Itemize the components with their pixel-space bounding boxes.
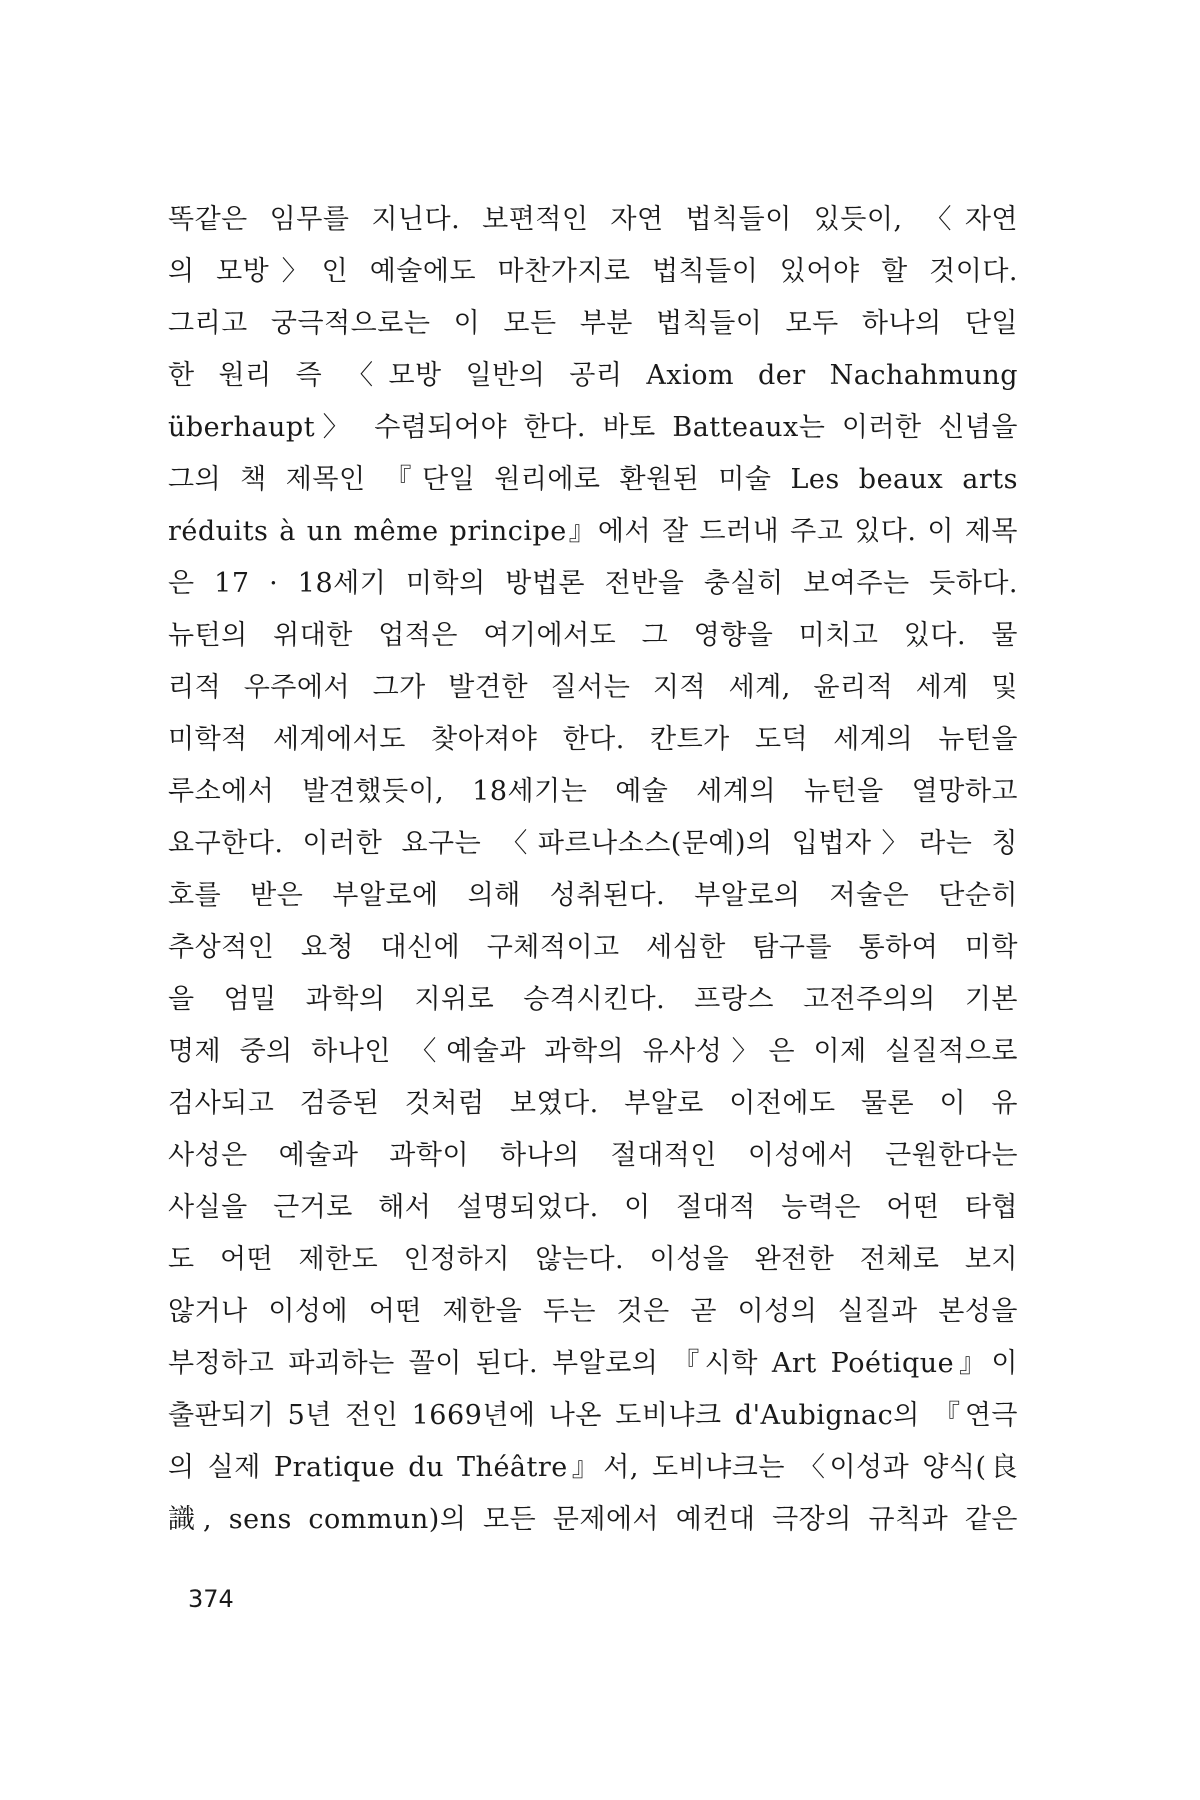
text-line: 부정하고 파괴하는 꼴이 된다. 부알로의 『시학 Art Poétique』이: [168, 1348, 1018, 1379]
text-line: 그리고 궁극적으로는 이 모든 부분 법칙들이 모두 하나의 단일: [168, 308, 1018, 339]
text-line: 뉴턴의 위대한 업적은 여기에서도 그 영향을 미치고 있다. 물: [168, 620, 1018, 651]
text-line: 미학적 세계에서도 찾아져야 한다. 칸트가 도덕 세계의 뉴턴을: [168, 724, 1018, 755]
text-line: 사성은 예술과 과학이 하나의 절대적인 이성에서 근원한다는: [168, 1140, 1018, 1171]
text-line: 출판되기 5년 전인 1669년에 나온 도비냐크 d'Aubignac의 『연극: [168, 1400, 1018, 1431]
text-line: 한 원리 즉 〈모방 일반의 공리 Axiom der Nachahmung: [168, 360, 1018, 391]
text-line: 은 17 · 18세기 미학의 방법론 전반을 충실히 보여주는 듯하다.: [168, 568, 1018, 599]
text-line: 의 모방〉인 예술에도 마찬가지로 법칙들이 있어야 할 것이다.: [168, 256, 1018, 287]
text-line: 의 실제 Pratique du Théâtre』서, 도비냐크는 〈이성과 양식(良: [168, 1452, 1018, 1483]
page-number: 374: [188, 1585, 234, 1613]
text-line: 리적 우주에서 그가 발견한 질서는 지적 세계, 윤리적 세계 및: [168, 672, 1018, 703]
text-line: 추상적인 요청 대신에 구체적이고 세심한 탐구를 통하여 미학: [168, 932, 1018, 963]
text-line: 을 엄밀 과학의 지위로 승격시킨다. 프랑스 고전주의의 기본: [168, 984, 1018, 1015]
text-line: 도 어떤 제한도 인정하지 않는다. 이성을 완전한 전체로 보지: [168, 1244, 1018, 1275]
body-text: [168, 194, 1018, 1546]
text-line: 검사되고 검증된 것처럼 보였다. 부알로 이전에도 물론 이 유: [168, 1088, 1018, 1119]
text-line: 명제 중의 하나인 〈예술과 과학의 유사성〉은 이제 실질적으로: [168, 1036, 1018, 1067]
text-line: 사실을 근거로 해서 설명되었다. 이 절대적 능력은 어떤 타협: [168, 1192, 1018, 1223]
text-line: 않거나 이성에 어떤 제한을 두는 것은 곧 이성의 실질과 본성을: [168, 1296, 1018, 1327]
text-line: réduits à un même principe』에서 잘 드러내 주고 있다. 이 제목: [168, 516, 1018, 547]
text-line: 호를 받은 부알로에 의해 성취된다. 부알로의 저술은 단순히: [168, 880, 1018, 911]
text-line: 루소에서 발견했듯이, 18세기는 예술 세계의 뉴턴을 열망하고: [168, 776, 1018, 807]
text-line: 識, sens commun)의 모든 문제에서 예컨대 극장의 규칙과 같은: [168, 1504, 1018, 1535]
text-line: 요구한다. 이러한 요구는 〈파르나소스(문예)의 입법자〉라는 칭: [168, 828, 1018, 859]
text-line: 똑같은 임무를 지닌다. 보편적인 자연 법칙들이 있듯이, 〈자연: [168, 204, 1018, 235]
text-line: überhaupt〉 수렴되어야 한다. 바토 Batteaux는 이러한 신념을: [168, 412, 1018, 443]
text-line: 그의 책 제목인 『단일 원리에로 환원된 미술 Les beaux arts: [168, 464, 1018, 495]
